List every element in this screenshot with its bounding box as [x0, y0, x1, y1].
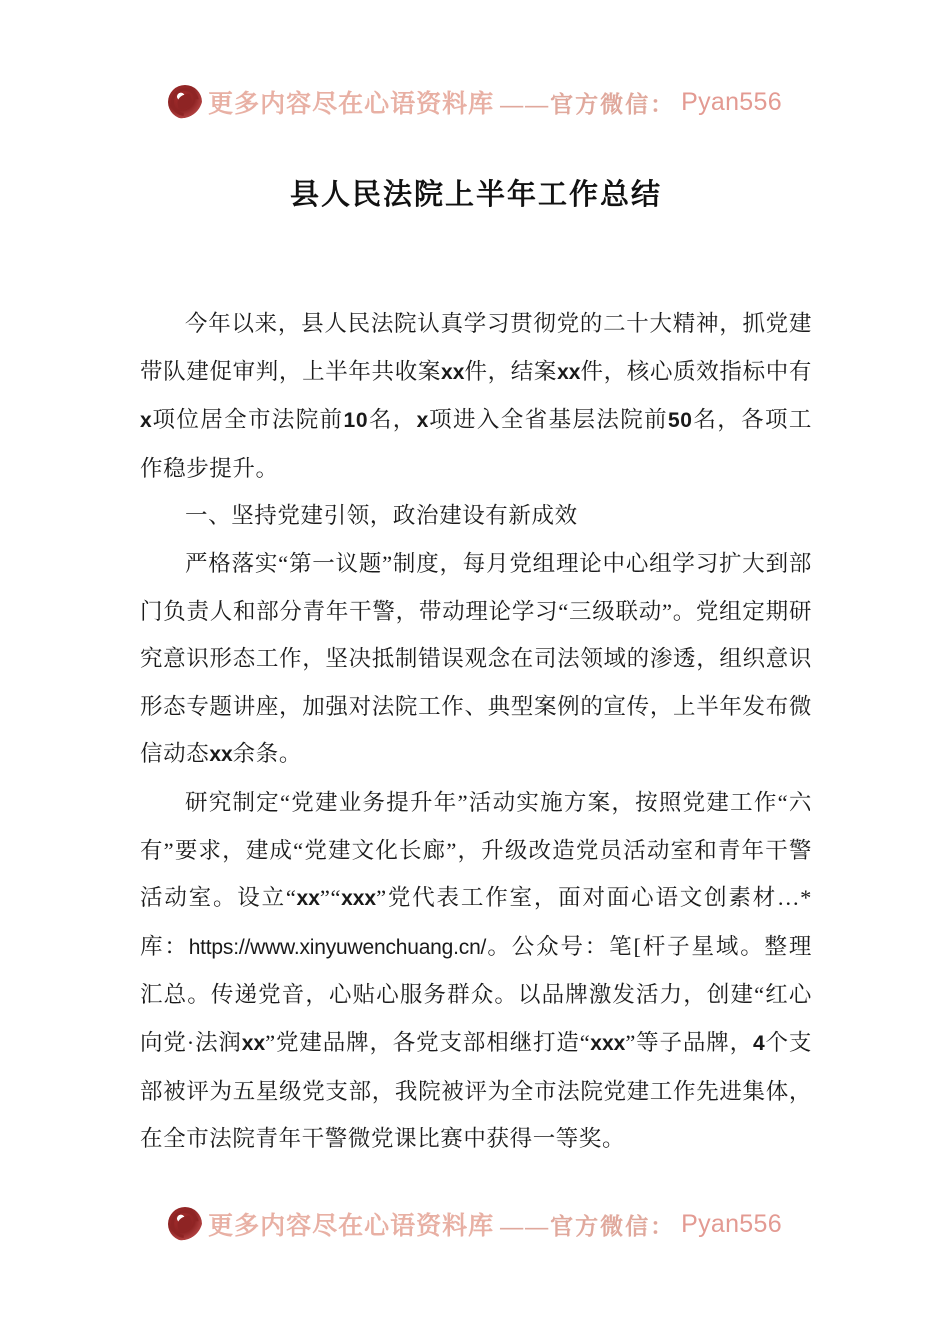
- watermark-brand-text: 更多内容尽在心语资料库: [208, 1213, 495, 1240]
- watermark-wechat-label: ——官方微信：: [500, 1213, 676, 1239]
- inline-placeholder: x: [140, 409, 152, 433]
- watermark-header: [0, 84, 950, 120]
- paragraph-list: [140, 300, 812, 1163]
- inline-placeholder: x: [416, 409, 429, 433]
- watermark-wechat-label: ——官方微信：: [500, 91, 676, 117]
- inline-placeholder: xx: [209, 743, 233, 767]
- inline-placeholder: xx: [441, 360, 465, 384]
- paragraph: 严格落实“第一议题”制度，每月党组理论中心组学习扩大到部门负责人和部分青年干警，带动理论学习“三级联动”。党组定期研究意识形态工作，坚决抵制错误观念在司法领域的渗透，组织意识形态专题讲座，加强对法院工作、典型案例的宣传，上半年发布微信动态xx余条。: [140, 550, 812, 767]
- watermark-wechat-id: Pyan556: [681, 1209, 782, 1238]
- inline-placeholder: xx: [296, 887, 320, 911]
- watermark-brand-text: 更多内容尽在心语资料库: [208, 91, 495, 118]
- watermark-footer: [0, 1206, 950, 1242]
- watermark-logo-icon: [168, 85, 202, 119]
- inline-number: 4: [752, 1031, 766, 1055]
- watermark-wechat-id: Pyan556: [681, 87, 782, 116]
- inline-placeholder: xxx: [590, 1031, 626, 1055]
- inline-placeholder: xxx: [341, 887, 377, 911]
- page-title: 县人民法院上半年工作总结: [289, 179, 662, 211]
- paragraph: 今年以来，县人民法院认真学习贯彻党的二十大精神，抓党建带队建促审判，上半年共收案xx件，结案xx件，核心质效指标中有x项位居全市法院前10名，x项进入全省基层法院前50名，各项工作稳步提升。: [140, 311, 812, 481]
- inline-placeholder: xx: [241, 1031, 266, 1055]
- paragraph: 研究制定“党建业务提升年”活动实施方案，按照党建工作“六有”要求，建成“党建文化长廊”，升级改造党员活动室和青年干警活动室。设立“xx”“xxx”党代表工作室，面对面心语文创素材…*库：https://www.xinyuwenchuang.cn/。公众号：笔[杆子星域。整理汇总。传递党音，心贴心服务群众。以品牌激发活力，创建“红心向党·法润xx”党建品牌，各党支部相继打造“xxx”等子品牌，4个支部被评为五星级党支部，我院被评为全市法院党建工作先进集体，在全市法院青年干警微党课比赛中获得一等奖。: [140, 789, 812, 1152]
- document-body: [140, 174, 812, 1163]
- inline-placeholder: xx: [557, 360, 581, 384]
- watermark-logo-icon: [168, 1207, 202, 1241]
- inline-number: 50: [667, 409, 693, 433]
- inline-number: 10: [343, 409, 369, 433]
- section-heading: 一、坚持党建引领，政治建设有新成效: [185, 503, 578, 529]
- inline-url: https://www.xinyuwenchuang.cn/: [188, 935, 487, 959]
